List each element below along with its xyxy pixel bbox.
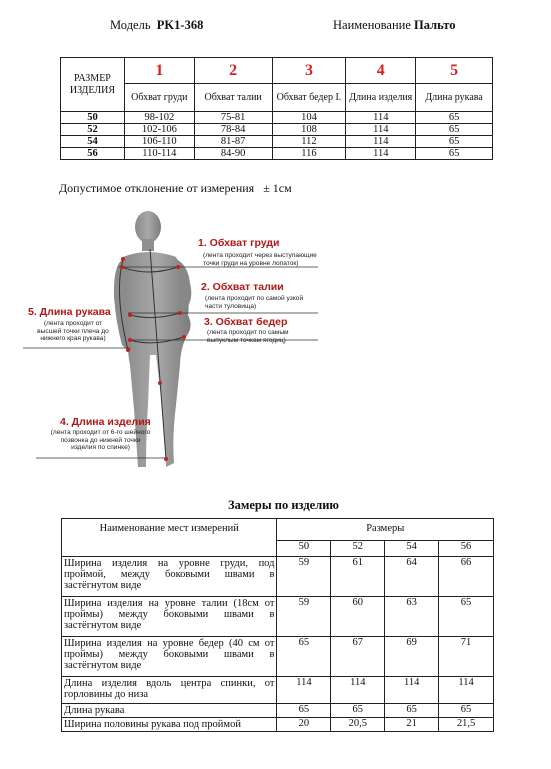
cell: 116 xyxy=(272,148,346,160)
row-name: Ширина половины рукава под проймой xyxy=(62,718,277,732)
cell: 63 xyxy=(385,597,439,637)
name-header xyxy=(333,18,455,33)
cell: 60 xyxy=(331,597,385,637)
waist-desc: (лента проходит по самой узкой части туловища) xyxy=(205,295,304,310)
tolerance-text: Допустимое отклонение от измерения xyxy=(59,181,255,195)
cell: 102-106 xyxy=(124,124,194,136)
measure-table-title: Замеры по изделию xyxy=(228,498,339,512)
cell: 71 xyxy=(439,637,494,677)
cell: 114 xyxy=(346,136,416,148)
cell: 65 xyxy=(416,124,493,136)
name-header: Наименование мест измерений xyxy=(62,519,277,557)
cell: 65 xyxy=(439,597,494,637)
measure-table xyxy=(61,518,494,732)
col-number-4: 4 xyxy=(346,58,416,84)
cell: 114 xyxy=(277,677,331,704)
name-label: Наименование xyxy=(333,18,411,32)
size-table xyxy=(60,57,493,160)
cell: 81-87 xyxy=(194,136,272,148)
cell: 65 xyxy=(277,704,331,718)
col-waist: Обхват талии xyxy=(194,84,272,112)
chest-label: 1. Обхват груди xyxy=(198,237,280,249)
col-sleeve: Длина рукава xyxy=(416,84,493,112)
sleeve-label: 5. Длина рукава xyxy=(28,306,111,318)
sizes-header: Размеры xyxy=(277,519,494,541)
name-value: Пальто xyxy=(414,18,456,32)
table-row xyxy=(62,557,494,597)
col-chest: Обхват груди xyxy=(124,84,194,112)
cell: 64 xyxy=(385,557,439,597)
row-size: 52 xyxy=(61,124,125,136)
cell: 67 xyxy=(331,637,385,677)
size-col-54: 54 xyxy=(385,541,439,557)
table-row xyxy=(61,136,493,148)
hips-label: 3. Обхват бедер xyxy=(204,316,288,328)
col-hips: Обхват бедер I. xyxy=(272,84,346,112)
cell: 65 xyxy=(416,136,493,148)
sleeve-desc: (лента проходит от высшей точки плеча до нижнего края рукава) xyxy=(37,320,109,343)
model-value: PK1-368 xyxy=(156,18,204,32)
col-number-1: 1 xyxy=(124,58,194,84)
col-number-2: 2 xyxy=(194,58,272,84)
cell: 66 xyxy=(439,557,494,597)
row-name: Длина рукава xyxy=(62,704,277,718)
cell: 114 xyxy=(346,148,416,160)
cell: 65 xyxy=(416,148,493,160)
row-name: Ширина изделия на уровне бедер (40 см от проймы) между боковыми швами в застёгнутом виде xyxy=(62,637,277,677)
cell: 65 xyxy=(385,704,439,718)
row-name: Ширина изделия на уровне груди, под проймой, между боковыми швами в застёгнутом виде xyxy=(62,557,277,597)
row-size: 56 xyxy=(61,148,125,160)
cell: 21,5 xyxy=(439,718,494,732)
cell: 84-90 xyxy=(194,148,272,160)
table-row xyxy=(62,597,494,637)
cell: 65 xyxy=(331,704,385,718)
cell: 20,5 xyxy=(331,718,385,732)
cell: 20 xyxy=(277,718,331,732)
cell: 61 xyxy=(331,557,385,597)
col-length: Длина изделия xyxy=(346,84,416,112)
table-row xyxy=(62,704,494,718)
table-row xyxy=(61,124,493,136)
cell: 108 xyxy=(272,124,346,136)
cell: 106-110 xyxy=(124,136,194,148)
row-name: Ширина изделия на уровне талии (18см от проймы) между боковыми швами в застёгнутом виде xyxy=(62,597,277,637)
cell: 65 xyxy=(416,112,493,124)
waist-label: 2. Обхват талии xyxy=(201,281,284,293)
cell: 104 xyxy=(272,112,346,124)
cell: 75-81 xyxy=(194,112,272,124)
measurement-figure xyxy=(18,205,338,475)
col-number-3: 3 xyxy=(272,58,346,84)
length-desc: (лента проходит от 6-го шейного позвонка до нижней точки изделия по спинке) xyxy=(50,429,151,452)
length-label: 4. Длина изделия xyxy=(60,416,151,428)
row-size: 50 xyxy=(61,112,125,124)
cell: 65 xyxy=(439,704,494,718)
table-row xyxy=(61,112,493,124)
size-header: РАЗМЕР ИЗДЕЛИЯ xyxy=(61,58,125,112)
cell: 21 xyxy=(385,718,439,732)
cell: 110-114 xyxy=(124,148,194,160)
cell: 114 xyxy=(331,677,385,704)
col-number-5: 5 xyxy=(416,58,493,84)
table-row xyxy=(62,718,494,732)
tolerance-note xyxy=(59,181,292,196)
table-row xyxy=(61,148,493,160)
cell: 59 xyxy=(277,597,331,637)
table-row xyxy=(62,677,494,704)
cell: 114 xyxy=(346,112,416,124)
cell: 69 xyxy=(385,637,439,677)
size-col-50: 50 xyxy=(277,541,331,557)
hips-desc: (лента проходит по самым выпуклым точкам ягодиц) xyxy=(207,329,289,344)
size-col-56: 56 xyxy=(439,541,494,557)
cell: 114 xyxy=(385,677,439,704)
tolerance-value: ± 1см xyxy=(263,181,292,195)
size-col-52: 52 xyxy=(331,541,385,557)
cell: 114 xyxy=(439,677,494,704)
row-size: 54 xyxy=(61,136,125,148)
cell: 59 xyxy=(277,557,331,597)
chest-desc: (лента проходит через выступающие точки груди на уровне лопаток) xyxy=(203,252,317,267)
cell: 114 xyxy=(346,124,416,136)
model-header xyxy=(110,18,203,33)
table-row xyxy=(62,637,494,677)
cell: 98-102 xyxy=(124,112,194,124)
cell: 65 xyxy=(277,637,331,677)
model-label: Модель xyxy=(110,18,151,32)
row-name: Длина изделия вдоль центра спинки, от горловины до низа xyxy=(62,677,277,704)
cell: 78-84 xyxy=(194,124,272,136)
cell: 112 xyxy=(272,136,346,148)
